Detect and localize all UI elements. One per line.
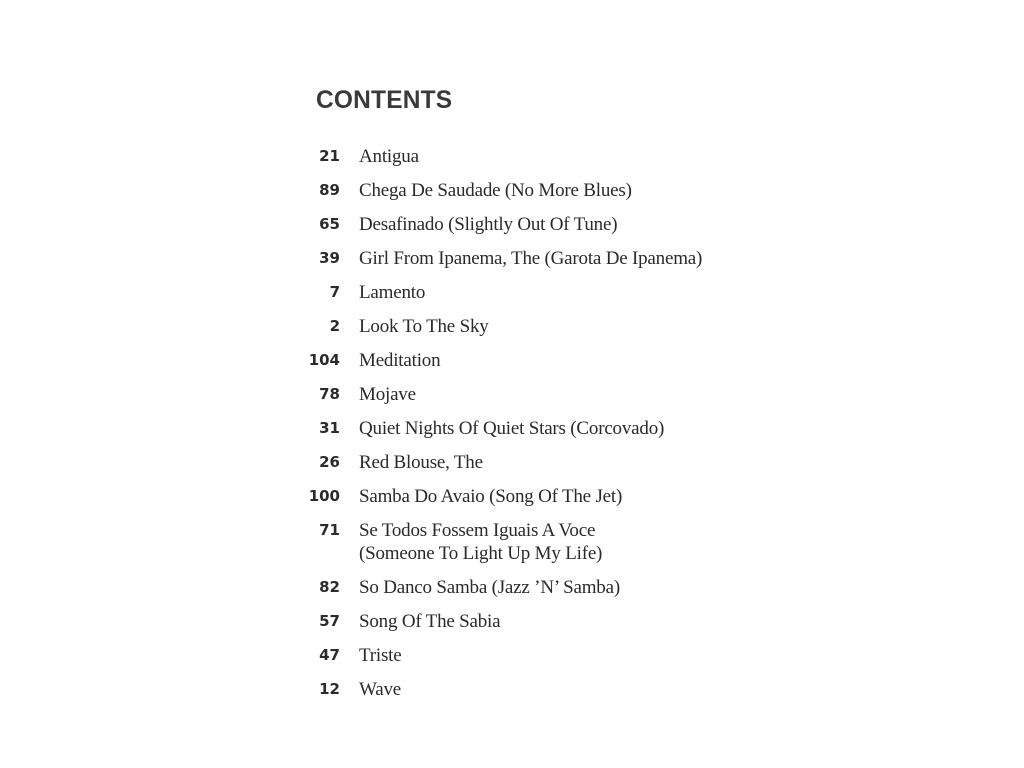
song-title: Antigua [359,146,419,167]
page-number: 71 [319,521,340,539]
list-item [298,281,768,304]
page-number: 21 [319,147,340,165]
list-item [298,576,768,599]
list-item [298,519,768,565]
song-title-line-2: (Someone To Light Up My Life) [359,543,603,564]
page-number: 26 [319,453,340,471]
page-number: 65 [319,215,340,233]
list-item [298,417,768,440]
list-item [298,610,768,633]
page-number: 39 [319,249,340,267]
page-number: 100 [308,487,340,505]
page-number: 31 [319,419,340,437]
page-number: 82 [319,578,340,596]
song-title: Meditation [359,350,441,371]
list-item [298,349,768,372]
song-title: Wave [359,679,401,700]
song-title [359,519,602,565]
song-title: Desafinado (Slightly Out Of Tune) [359,214,618,235]
page-number: 2 [329,317,340,335]
list-item [298,485,768,508]
page-number: 47 [319,646,340,664]
song-title: Chega De Saudade (No More Blues) [359,180,632,201]
song-title: Look To The Sky [359,316,489,337]
song-title: Samba Do Avaio (Song Of The Jet) [359,486,623,507]
song-title: Triste [359,645,402,666]
list-item [298,213,768,236]
list-item [298,145,768,168]
page-number: 12 [319,680,340,698]
page-number: 57 [319,612,340,630]
list-item [298,179,768,202]
list-item [298,644,768,667]
list-item [298,383,768,406]
list-item [298,451,768,474]
page-number: 78 [319,385,340,403]
list-item [298,678,768,701]
song-title: So Danco Samba (Jazz ’N’ Samba) [359,577,620,598]
song-title: Lamento [359,282,426,303]
contents-list [298,145,768,712]
song-title: Girl From Ipanema, The (Garota De Ipanema) [359,248,703,269]
page-number: 89 [319,181,340,199]
page-number: 104 [308,351,340,369]
page-title: CONTENTS [316,86,453,114]
list-item [298,247,768,270]
song-title: Mojave [359,384,416,405]
song-title: Song Of The Sabia [359,611,501,632]
page-number: 7 [329,283,340,301]
list-item [298,315,768,338]
song-title: Red Blouse, The [359,452,483,473]
song-title-line-1: Se Todos Fossem Iguais A Voce [359,520,596,541]
song-title: Quiet Nights Of Quiet Stars (Corcovado) [359,418,665,439]
